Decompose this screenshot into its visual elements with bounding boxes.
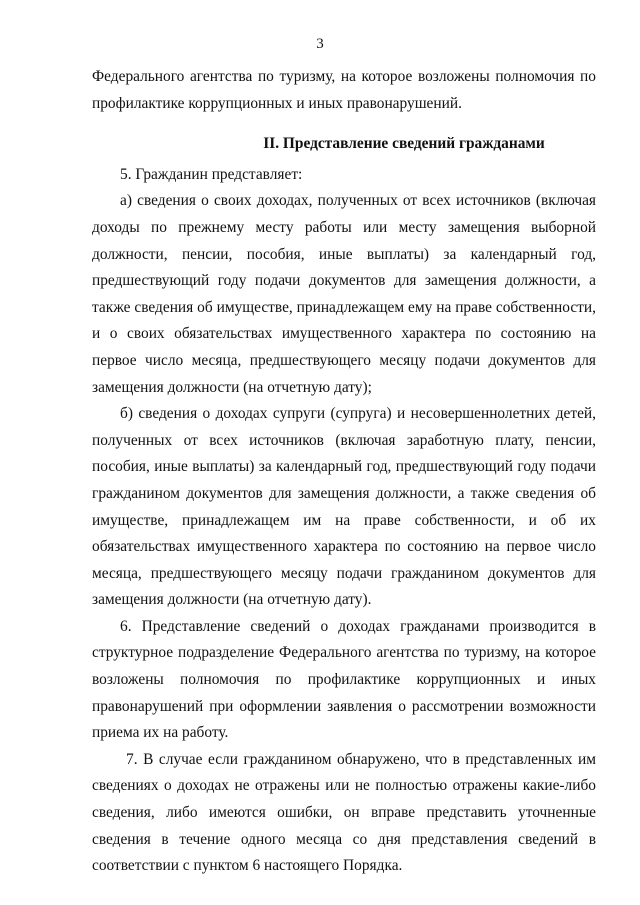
page-number: 3 <box>316 36 324 52</box>
intro-paragraph: Федерального агентства по туризму, на которое возложены полномочия по профилактике коррупционных и иных правонарушений. <box>92 68 596 112</box>
document-body <box>92 64 596 880</box>
paragraph-item-5: 5. Гражданин представляет: <box>120 165 303 183</box>
paragraph-item-5b: б) сведения о доходах супруги (супруга) и несовершеннолетних детей, полученных от всех источников (включая заработную плату, пенсии, пособия, иные выплаты) за календарный год, предшествующий году подачи гражданином документов для замещения должности, а также сведения об имуществе, принадлежащем им на праве собственности, и об их обязательствах имущественного характера по состоянию на первое число месяца, предшествующего месяцу подачи гражданином документов для замещения должности (на отчетную дату). <box>92 405 596 609</box>
paragraph-item-7: 7. В случае если гражданином обнаружено, что в представленных им сведениях о доходах не отражены или не полностью отражены какие-либо сведения, либо имеются ошибки, он вправе представить уточненные сведения в течение одного месяца со дня представления сведений в соответствии с пунктом 6 настоящего Порядка. <box>92 750 596 875</box>
paragraph-item-6: 6. Представление сведений о доходах гражданами производится в структурное подразделение Федерального агентства по туризму, на которое возложены полномочия по профилактике коррупционных и иных правонарушений при оформлении заявления о рассмотрении возможности приема их на работу. <box>92 617 596 742</box>
paragraph-item-5a: а) сведения о своих доходах, полученных от всех источников (включая доходы по прежнему месту работы или месту замещения выборной должности, пенсии, пособия, иные выплаты) за календарный год, предшествующий году подачи документов для замещения должности, а также сведения об имуществе, принадлежащем ему на праве собственности, и о своих обязательствах имущественного характера по состоянию на первое число месяца, предшествующего месяцу подачи документов для замещения должности (на отчетную дату); <box>92 192 596 396</box>
section-heading: II. Представление сведений гражданами <box>263 135 545 153</box>
